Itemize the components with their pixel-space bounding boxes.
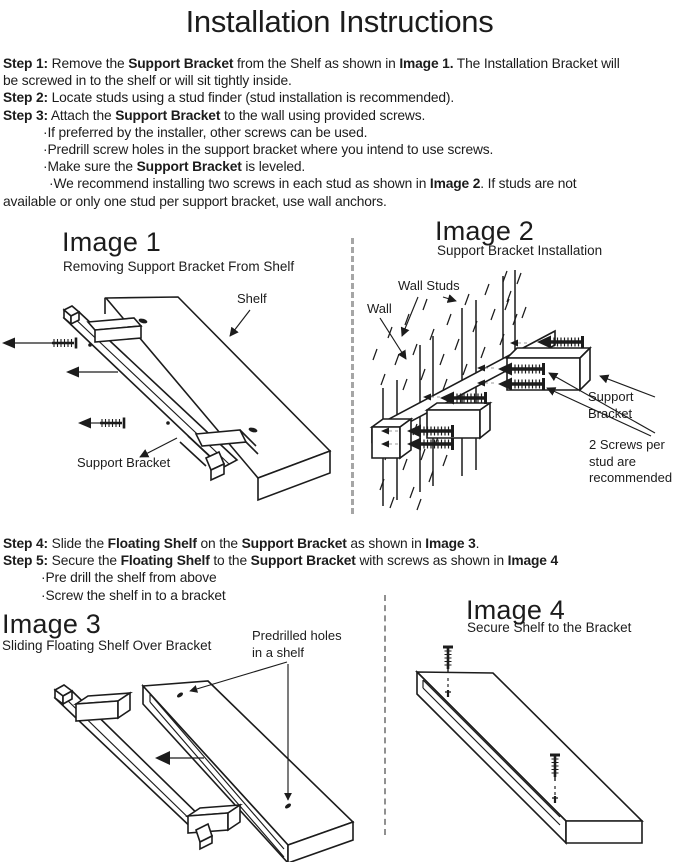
text-line: be screwed in to the shelf or will sit tightly inside. [3,73,292,89]
text-line: Step 3: Attach the Support Bracket to the wall using provided screws. [3,107,426,123]
text-line: Step 4: Slide the Floating Shelf on the Support Bracket as shown in Image 3. [3,536,480,551]
figure4-subtitle: Secure Shelf to the Bracket [467,620,632,635]
arrow-left-icon [66,367,118,378]
text-line: available or only one stud per support bracket, use wall anchors. [3,193,387,209]
support-bracket-label: Support Bracket [588,389,634,421]
figure3-title: Image 3 [2,609,101,639]
steps-1-3-text [3,55,679,210]
screw-icon [100,418,124,429]
figure4-drawing [390,640,679,862]
text-line: Step 2: Locate studs using a stud finder (stud installation is recommended). [3,90,455,106]
text-line: ·Pre drill the shelf from above [41,570,217,586]
text-line: ·Screw the shelf in to a bracket [41,587,226,603]
bracket-end-block [372,419,411,458]
figure1-title: Image 1 [62,227,161,257]
text-line: Step 1: Remove the Support Bracket from the Shelf as shown in Image 1. The Installation Bracket will [3,56,620,71]
figure3-subtitle: Sliding Floating Shelf Over Bracket [2,638,212,653]
figure4-title: Image 4 [466,595,565,625]
figure2-subtitle: Support Bracket Installation [437,243,603,258]
wall-label: Wall [367,301,392,316]
figure2-title: Image 2 [435,216,534,246]
figure-divider-top [351,238,354,514]
text-line: ·Predrill screw holes in the support bracket where you intend to use screws. [43,142,494,158]
arrow-left-icon [2,338,52,349]
screw-icon [52,338,76,349]
shelf-label: Shelf [237,291,267,306]
figure3-drawing [0,640,385,862]
screws-note-label: 2 Screws per stud are recommended [589,437,673,485]
text-line: ·Make sure the Support Bracket is leveled. [43,159,306,175]
screw-icon [407,438,453,451]
figure1-subtitle: Removing Support Bracket From Shelf [63,259,295,274]
support-bracket-label: Support Bracket [77,455,171,470]
figure1-drawing [0,288,352,523]
predrilled-holes-label: Predrilled holes in a shelf [252,628,342,660]
wall-studs-label: Wall Studs [398,278,460,293]
arrow-left-icon [78,418,101,429]
screw-icon [443,647,453,673]
steps-4-5-text [3,535,679,604]
text-line: ·We recommend installing two screws in each stud as shown in Image 2. If studs are not [49,176,577,192]
page-title: Installation Instructions [185,4,494,39]
text-line: Step 5: Secure the Floating Shelf to the Support Bracket with screws as shown in Image 4 [3,553,559,569]
bracket-middle-block [427,403,490,438]
floating-shelf-shape [143,681,353,862]
text-line: ·If preferred by the installer, other screws can be used. [43,124,368,140]
floating-shelf-shape [417,672,642,843]
